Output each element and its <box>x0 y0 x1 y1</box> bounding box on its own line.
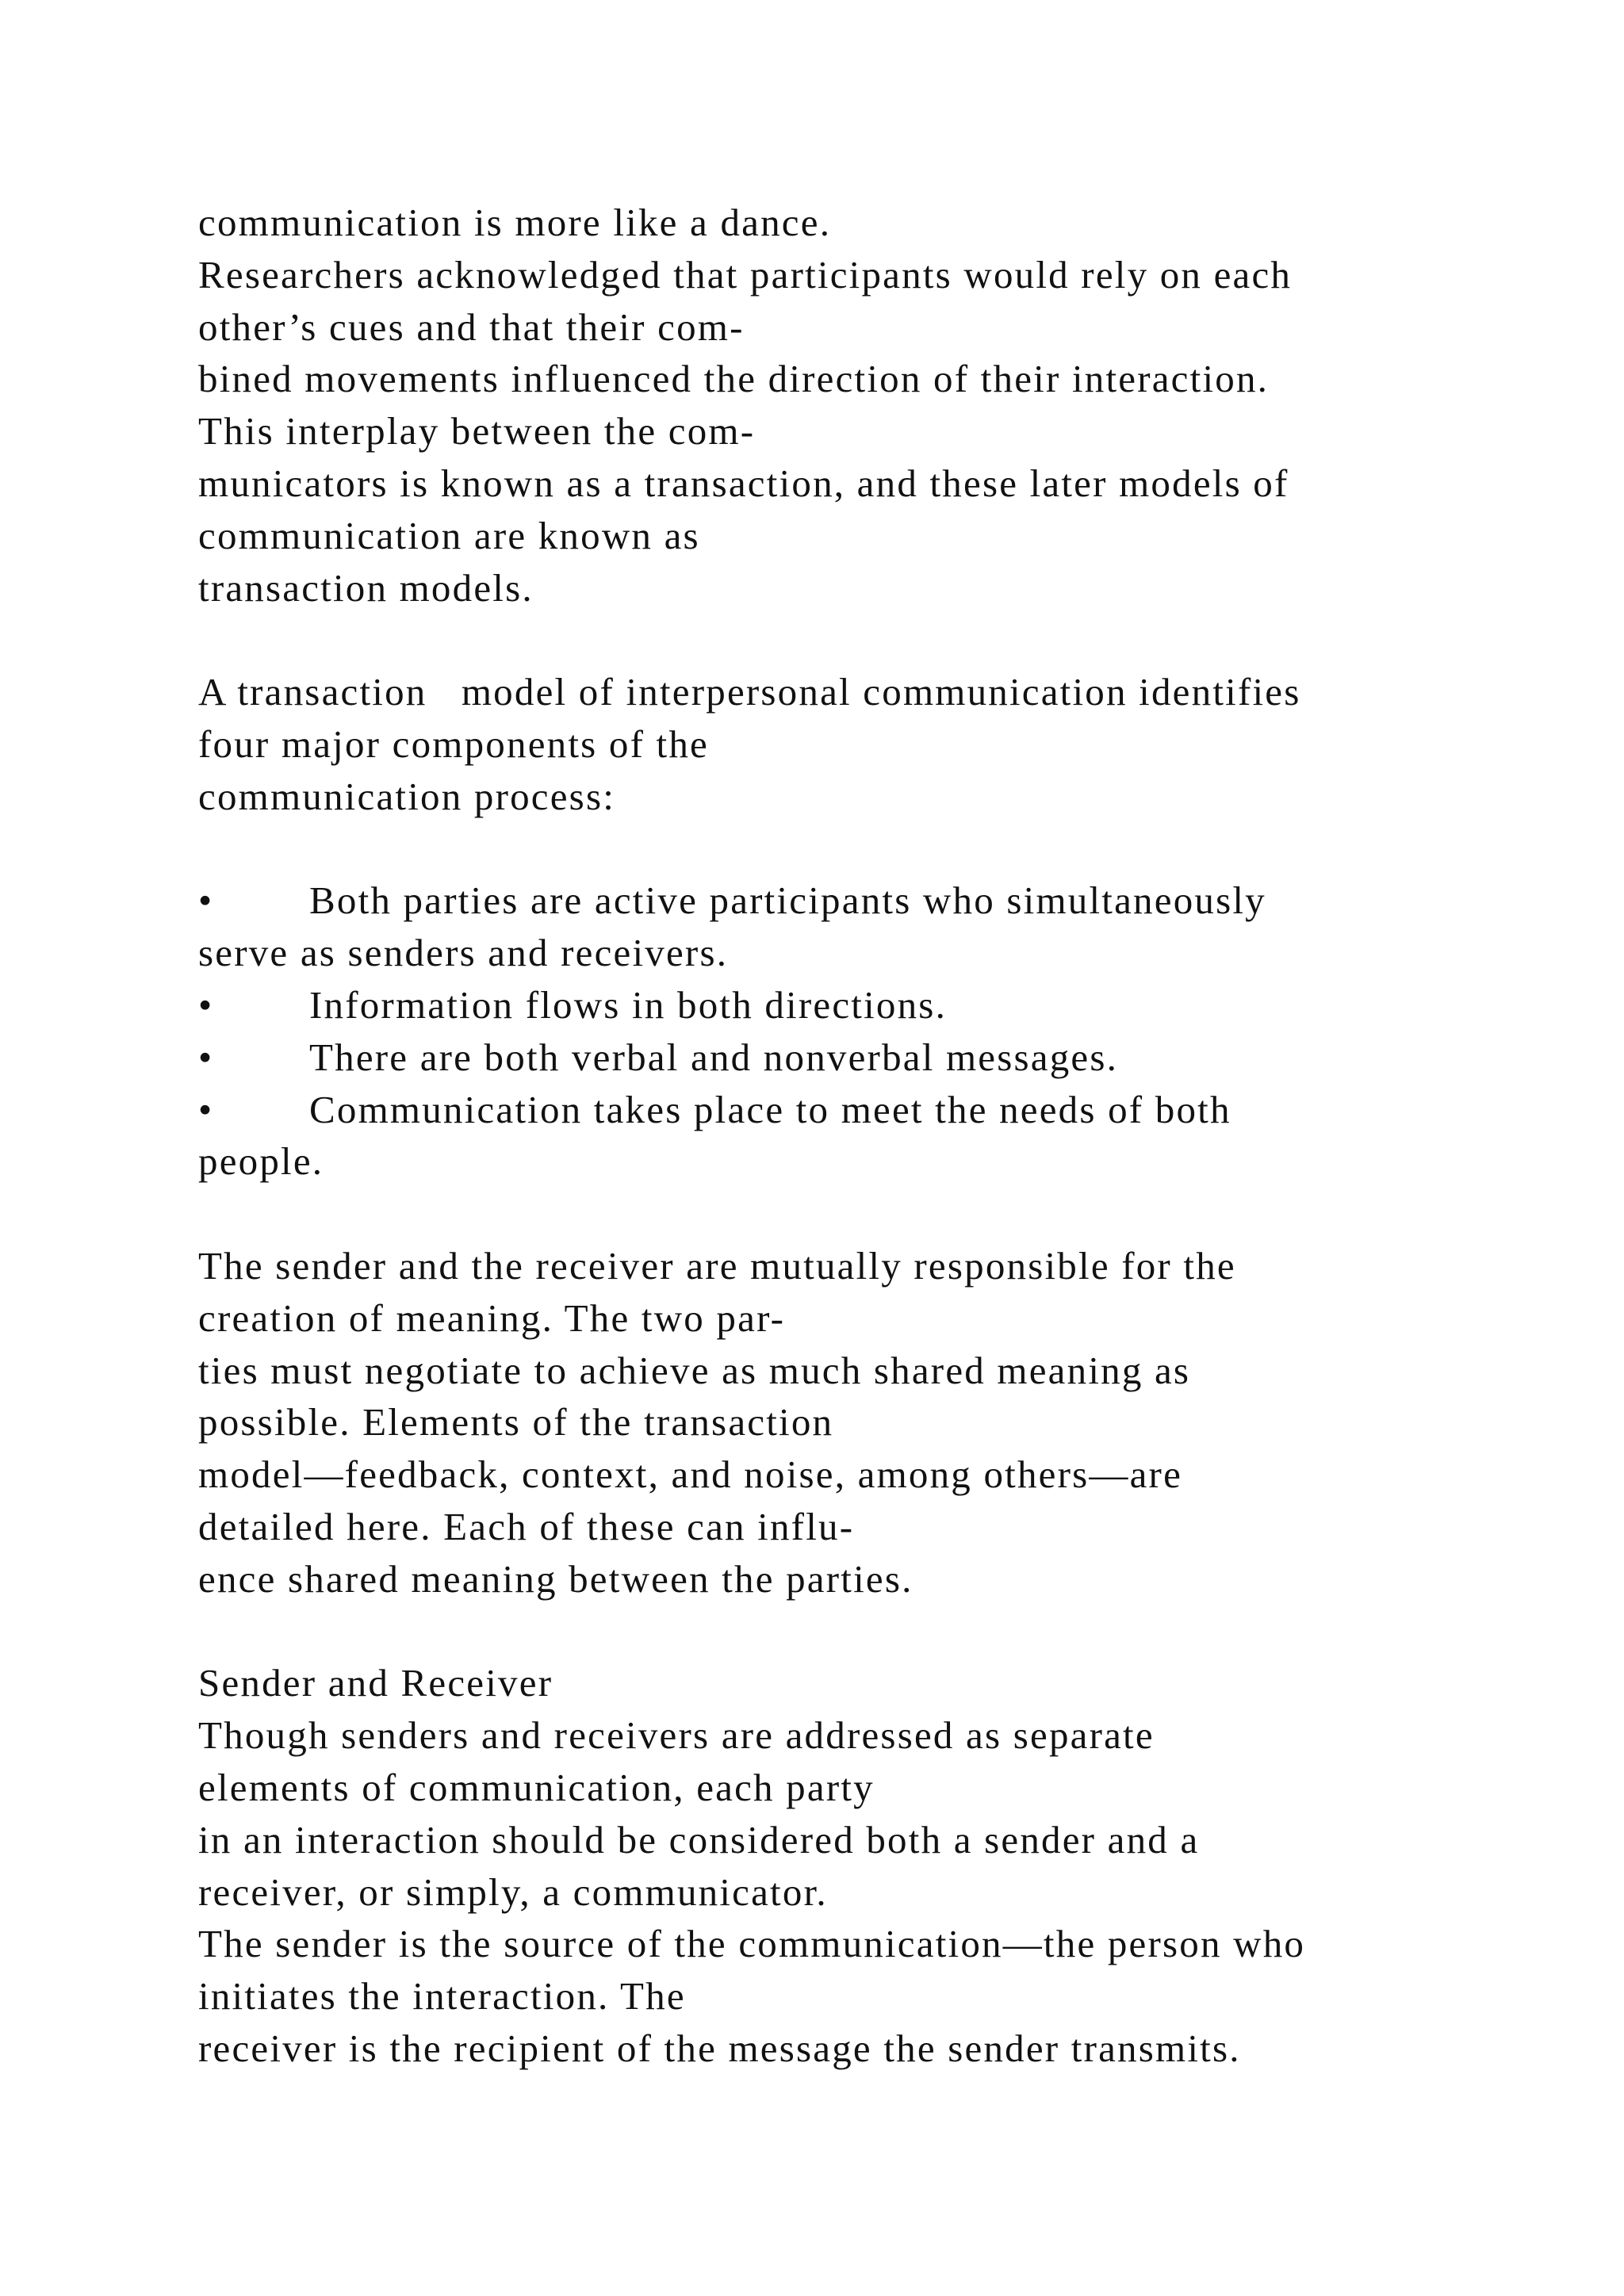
bullet-text: Communication takes place to meet the needs of both <box>309 1087 1231 1131</box>
text-line: possible. Elements of the transaction <box>198 1400 834 1445</box>
text-line: creation of meaning. The two par- <box>198 1295 786 1340</box>
bullet-item <box>198 979 1435 1031</box>
text-line: The sender is the source of the communication—the person who <box>198 1922 1306 1966</box>
bullet-marker: • <box>198 982 214 1027</box>
bullet-text: There are both verbal and nonverbal messages. <box>309 1035 1119 1079</box>
text-line: This interplay between the com- <box>198 409 756 453</box>
text-line: ence shared meaning between the parties. <box>198 1556 914 1601</box>
text-line: four major components of the <box>198 721 710 766</box>
text-line: communication is more like a dance. <box>198 201 832 244</box>
text-line: municators is known as a transaction, and these later models of <box>198 461 1289 505</box>
section-sender-receiver <box>198 1657 1435 2074</box>
bullet-marker: • <box>198 1087 214 1131</box>
section-heading: Sender and Receiver <box>198 1661 553 1705</box>
paragraph-spacer <box>198 614 1435 666</box>
bullet-list <box>198 874 1435 1188</box>
text-line: communication process: <box>198 774 616 818</box>
text-line: Though senders and receivers are addressed as separate <box>198 1713 1155 1758</box>
bullet-item <box>198 1031 1435 1084</box>
bullet-text: Information flows in both directions. <box>309 982 948 1027</box>
text-line: in an interaction should be considered both a sender and a <box>198 1817 1200 1862</box>
text-line: receiver, or simply, a communicator. <box>198 1869 828 1914</box>
text-line: communication are known as <box>198 513 700 557</box>
paragraph-spacer <box>198 1605 1435 1658</box>
text-line: other’s cues and that their com- <box>198 304 745 349</box>
paragraph-spacer <box>198 823 1435 875</box>
text-line: detailed here. Each of these can influ- <box>198 1504 855 1548</box>
text-line: initiates the interaction. The <box>198 1974 686 2019</box>
bullet-text: Both parties are active participants who simultaneously <box>309 878 1266 923</box>
text-line: The sender and the receiver are mutually responsible for the <box>198 1243 1236 1288</box>
paragraph-components-intro <box>198 666 1435 822</box>
paragraph-spacer <box>198 1188 1435 1240</box>
text-line: elements of communication, each party <box>198 1765 875 1809</box>
bullet-continuation: serve as senders and receivers. <box>198 931 729 975</box>
text-line: transaction models. <box>198 565 534 610</box>
bullet-marker: • <box>198 1035 214 1079</box>
bullet-item <box>198 1084 1435 1136</box>
text-line: ties must negotiate to achieve as much shared meaning as <box>198 1348 1191 1392</box>
text-line: model—feedback, context, and noise, among others—are <box>198 1452 1183 1497</box>
bullet-marker: • <box>198 878 214 923</box>
paragraph-transaction-intro <box>198 197 1435 614</box>
text-line: bined movements influenced the direction of their interaction. <box>198 357 1270 401</box>
text-line: receiver is the recipient of the message the sender transmits. <box>198 2026 1241 2070</box>
paragraph-shared-meaning <box>198 1240 1435 1605</box>
document-page <box>198 197 1435 2075</box>
text-line: A transaction model of interpersonal communication identifies <box>198 670 1301 714</box>
bullet-item <box>198 874 1435 927</box>
bullet-continuation: people. <box>198 1139 324 1184</box>
text-line: Researchers acknowledged that participants would rely on each <box>198 252 1293 297</box>
